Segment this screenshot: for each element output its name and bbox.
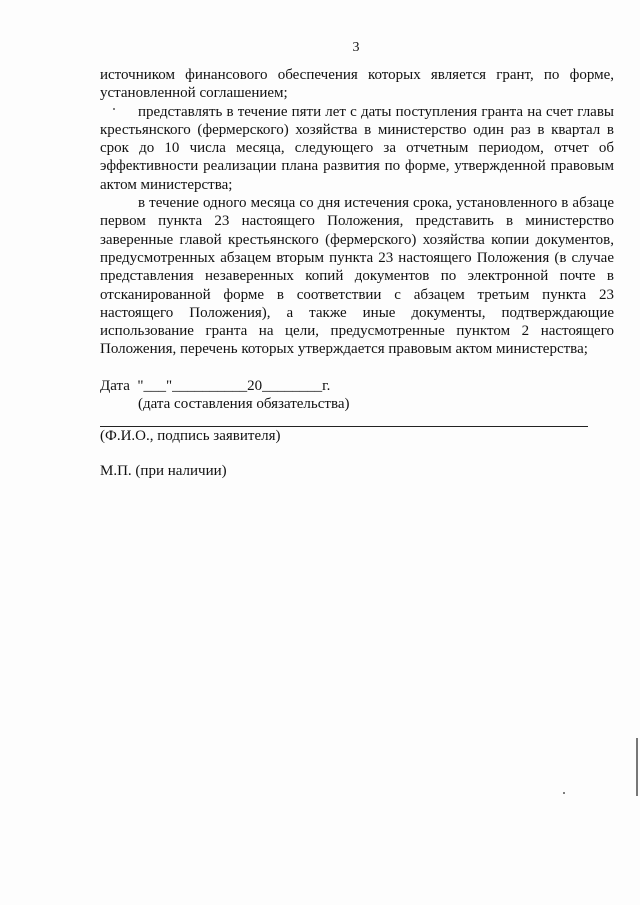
paragraph-documents-obligation: в течение одного месяца со дня истечения срока, установленного в абзаце первом пункта 23 настоящего Положения, представить в министерство заверенные главой крестьянского (фермерского) хозяйства копии документов, предусмотренных абзацем вторым пункта 23 настоящего Положения (в случае представления незаверенных копий документов по электронной почте в отсканированной форме в соответствии с абзацем третьим пункта 23 настоящего Положения), а также иные документы, подтверждающие использование гранта на цели, предусмотренные пунктом 2 настоящего Положения, перечень которых утверждается правовым актом министерства;: [100, 195, 614, 358]
scan-speck: [113, 108, 115, 110]
date-field: Дата "___"__________20________г.: [100, 378, 331, 394]
page-number: 3: [352, 40, 360, 55]
signature-caption: (Ф.И.О., подпись заявителя): [100, 428, 281, 444]
signature-line: [100, 426, 588, 427]
scan-speck: [563, 792, 565, 794]
document-body: [100, 66, 614, 359]
date-caption: (дата составления обязательства): [138, 396, 350, 412]
stamp-caption: М.П. (при наличии): [100, 463, 227, 479]
paragraph-report-obligation: представлять в течение пяти лет с даты поступления гранта на счет главы крестьянского (фермерского) хозяйства в министерство один раз в квартал в срок до 10 числа месяца, следующего за отчетным периодом, отчет об эффективности реализации плана развития по форме, утвержденной правовым актом министерства;: [100, 103, 614, 193]
scan-edge-mark: [636, 738, 638, 796]
paragraph-continuation: источником финансового обеспечения которых является грант, по форме, установленной соглашением;: [100, 67, 614, 102]
